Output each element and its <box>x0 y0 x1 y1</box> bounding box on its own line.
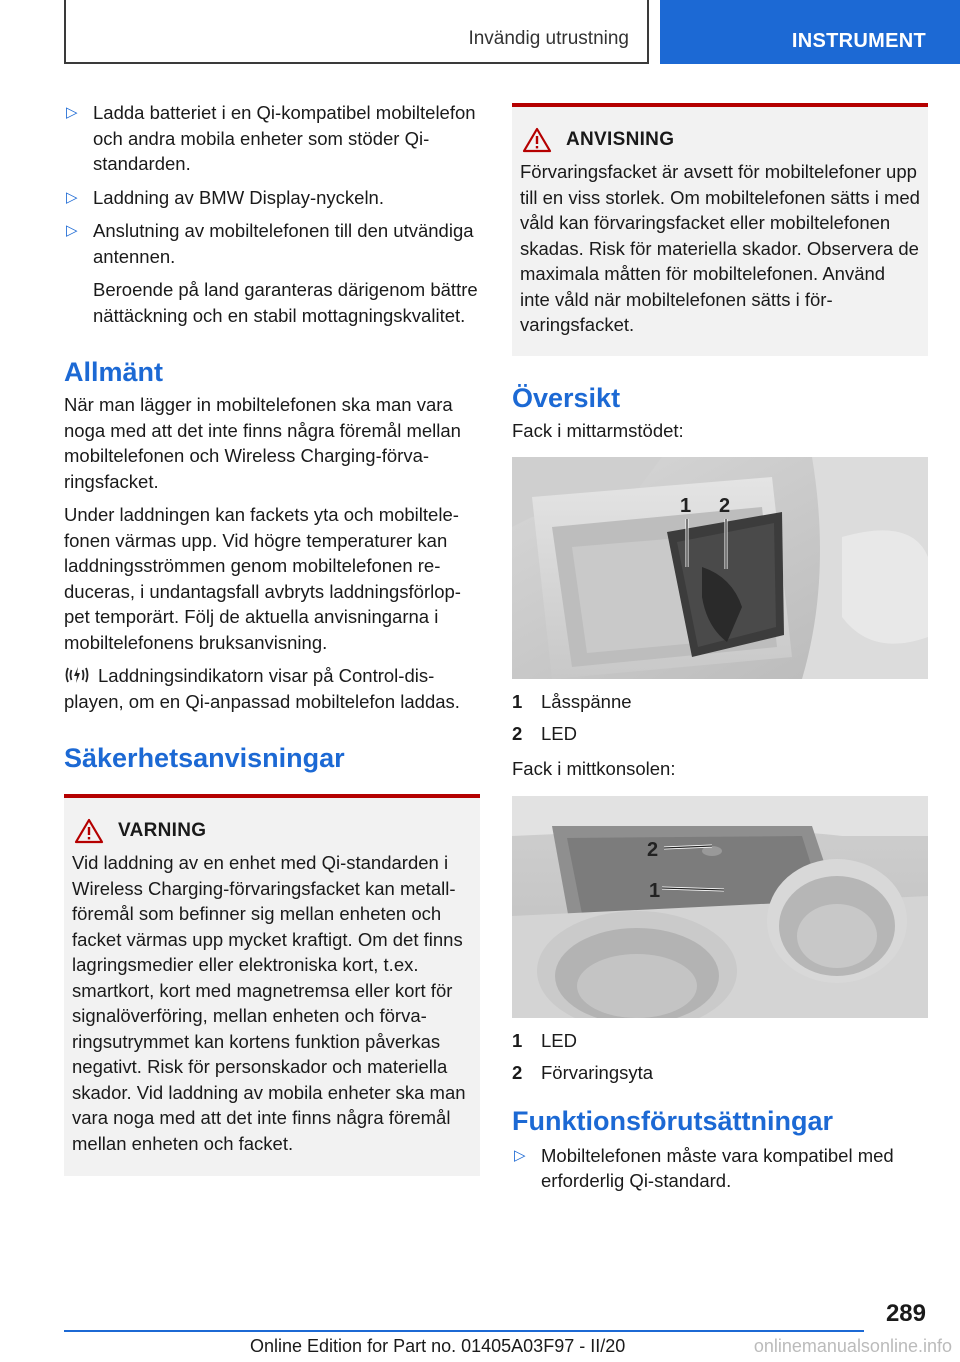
feature-list <box>64 100 480 328</box>
legend-row: 2 Förvaringsyta <box>512 1061 654 1083</box>
header-section-title: Invändig utrustning <box>468 28 629 49</box>
warning-title: VARNING <box>118 820 207 841</box>
callout-1: 1 <box>649 879 661 902</box>
triangle-bullet-icon: ▷ <box>66 222 78 239</box>
heading-allmant: Allmänt <box>64 357 164 387</box>
heading-funktion: Funktionsförutsättningar <box>512 1105 833 1136</box>
callout-2: 2 <box>647 838 659 861</box>
warning-text: Vid laddning av en enhet med Qi-standarden i Wireless Charging-förvaringsfacket kan metallföremål som befinner sig mellan enheten och facket värmas upp mycket kraftigt. Om det finns lagringsmedier eller elektroniska kort, t.ex. smartkort, kort med magnetremsa eller kort för signalöverföring, mellan enheten och förvaringsutrymmet kan kortens funktion påverkas negativt. Risk för personskador och materiella skador. Vid laddning av mobila enheter ska man vara noga med att det inte finns några föremål mellan enheten och facket. <box>72 852 466 1154</box>
paragraph: Laddningsindikatorn visar på Control-displayen, om en Qi-anpassad mobiltelefon laddas. <box>64 665 460 712</box>
armrest-compartment-photo <box>512 457 928 679</box>
footer-edition: Online Edition for Part no. 01405A03F97 - II/20 <box>250 1336 626 1356</box>
legend-row: 1 Låsspänne <box>512 691 632 712</box>
notice-title: ANVISNING <box>566 129 675 150</box>
triangle-bullet-icon: ▷ <box>66 104 78 121</box>
list-item: ▷ Laddning av BMW Display-nyckeln. <box>64 185 480 211</box>
left-column <box>64 100 480 1176</box>
list-item-subtext: Beroende på land garanteras därigenom bättre nättäckning och en stabil mottagningskvalitet. <box>93 279 478 326</box>
legend-row: 1 LED <box>512 1029 577 1051</box>
requirements-list <box>512 1143 928 1194</box>
callout-2: 2 <box>719 495 731 517</box>
center-console-photo <box>512 796 928 1018</box>
figure-caption: Fack i mittarmstödet: <box>512 419 684 441</box>
legend-fack1 <box>512 689 928 746</box>
header-section-box <box>64 0 649 64</box>
triangle-bullet-icon: ▷ <box>514 1146 526 1164</box>
list-item: ▷ Anslutning av mobiltelefonen till den utvändiga antennen. Beroende på land garanteras därigenom bättre nättäckning och en stabil mottagningskvalitet. <box>64 218 480 328</box>
triangle-bullet-icon: ▷ <box>66 188 78 206</box>
warning-triangle-icon <box>74 818 104 844</box>
warning-box <box>64 794 480 1176</box>
notice-box <box>512 103 928 356</box>
footer-divider <box>64 1330 864 1332</box>
header-chapter-label: INSTRUMENT <box>791 30 926 52</box>
paragraph: När man lägger in mobiltelefonen ska man vara noga med att det inte finns några föremål mellan mobiltelefonen och Wireless Charging-förvaringsfacket. <box>64 394 461 492</box>
heading-oversikt: Översikt <box>512 382 621 413</box>
figure-caption: Fack i mittkonsolen: <box>512 758 676 779</box>
paragraph: Under laddningen kan fackets yta och mobiltelefonen värmas upp. Vid högre temperaturer kan laddningsströmmen genom mobiltelefonen reduceras, i undantagsfall avbryts laddningsförloppet temporärt. Följ de aktuella anvisningarna i mobiltelefonens bruksanvisning. <box>64 504 461 653</box>
page-number: 289 <box>885 1300 926 1327</box>
list-item: ▷ Mobiltelefonen måste vara kompatibel med erforderlig Qi-standard. <box>514 1144 894 1191</box>
notice-text: Förvaringsfacket är avsett för mobiltelefoner upp till en viss storlek. Om mobiltelefonen sätts i med våld kan förvaringsfacket eller mobiltelefonen skadas. Risk för materiella skador. Observera de maximala måtten för mobiltelefonen. Använd inte våld när mobiltelefonen sätts i förvaringsfacket. <box>520 161 920 335</box>
legend-row: 2 LED <box>512 723 577 744</box>
header-chapter-tab <box>660 0 960 64</box>
footer-watermark: onlinemanualsonline.info <box>753 1336 952 1356</box>
right-column <box>512 103 928 1202</box>
notice-triangle-icon <box>522 127 552 153</box>
wireless-charging-icon <box>64 665 90 685</box>
list-item: ▷ Ladda batteriet i en Qi-kompatibel mobiltelefon och andra mobila enheter som stöder Qi-standarden. <box>66 102 476 174</box>
heading-sakerhet: Säkerhetsanvisningar <box>64 743 345 773</box>
callout-1: 1 <box>680 495 692 517</box>
legend-fack2 <box>512 1028 928 1085</box>
